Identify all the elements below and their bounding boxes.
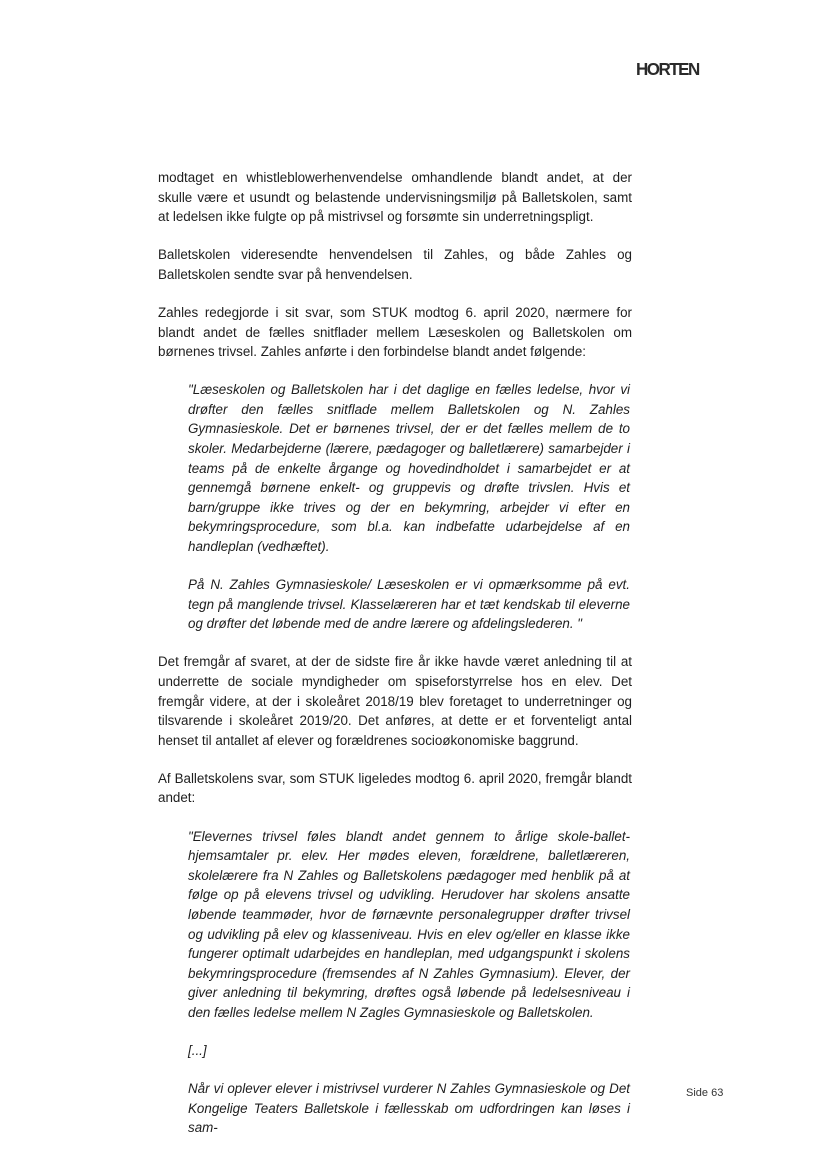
paragraph: Balletskolen videresendte henvendelsen til Zahles, og både Zahles og Balletskolen sendte svar på henvendelsen. (158, 247, 632, 282)
paragraph: modtaget en whistleblowerhenvendelse omhandlende blandt andet, at der skulle være et usundt og belastende undervisningsmiljø på Balletskolen, samt at ledelsen ikke fulgte op på mistrivsel og forsømte sin underretningspligt. (158, 170, 632, 225)
horten-logo: HORTEN (636, 59, 699, 80)
paragraph: Af Balletskolens svar, som STUK ligeledes modtog 6. april 2020, fremgår blandt andet: (158, 770, 632, 806)
block-quote: "Elevernes trivsel føles blandt andet gennem to årlige skole-ballet-hjemsamtaler pr. elev. Her mødes eleven, forældrene, balletlæreren, skolelærere fra N Zahles og Balletskolens pædagoger med henblik på at følge op på elevens trivsel og udvikling. Herudover har skolens ansatte løbende teammøder, hvor de førnævnte personalegrupper drøfter trivsel og udvikling på elev og klasseniveau. Hvis en elev og/eller en klasse ikke fungerer optimalt udarbejdes en handleplan, med udgangspunkt i skolens bekymringsprocedure (fremsendes af N Zahles Gymnasium). Elever, der giver anledning til bekymring, drøftes også løbende på ledelsesniveau i den fælles ledelse mellem N Zagles Gymnasieskole og Balletskolen. (188, 828, 630, 1020)
ellipsis-marker: [...] (188, 1042, 207, 1058)
block-quote: "Læseskolen og Balletskolen har i det daglige en fælles ledelse, hvor vi drøfter den fælles snitflade mellem Balletskolen og N. Zahles Gymnasieskole. Det er børnenes trivsel, der er det fælles mellem de to skoler. Medarbejderne (lærere, pædagoger og balletlærere) samarbejder i teams på de enkelte årgange og hovedindholdet i samarbejdet er at gennemgå børnene enkelt- og gruppevis og drøfte trivslen. Hvis et barn/gruppe ikke trives og der en bekymring, arbejder vi efter en bekymringsprocedure, som bl.a. kan indbefatte udarbejdelse af en handleplan (vedhæftet). (188, 382, 630, 554)
block-quote: Når vi oplever elever i mistrivsel vurderer N Zahles Gymnasieskole og Det Kongelige Teaters Balletskole i fællesskab om udfordringen kan løses i sam- (188, 1081, 630, 1136)
page-number: Side 63 (686, 1087, 724, 1099)
document-body (158, 168, 632, 1138)
paragraph: Det fremgår af svaret, at der de sidste fire år ikke havde været anledning til at underrette de sociale myndigheder om spiseforstyrrelse hos en elev. Det fremgår videre, at der i skoleåret 2018/19 blev foretaget to underretninger og tilsvarende i skoleåret 2019/20. Det anføres, at dette er et forventeligt antal henset til antallet af elever og forældrenes socioøkonomiske baggrund. (158, 654, 632, 748)
paragraph: Zahles redegjorde i sit svar, som STUK modtog 6. april 2020, nærmere for blandt andet de fælles snitflader mellem Læseskolen og Balletskolen om børnenes trivsel. Zahles anførte i den forbindelse blandt andet følgende: (158, 304, 632, 360)
block-quote: På N. Zahles Gymnasieskole/ Læseskolen er vi opmærksomme på evt. tegn på manglende trivsel. Klasselæreren har et tæt kendskab til eleverne og drøfter det løbende med de andre lærere og afdelingslederen. " (188, 577, 630, 632)
